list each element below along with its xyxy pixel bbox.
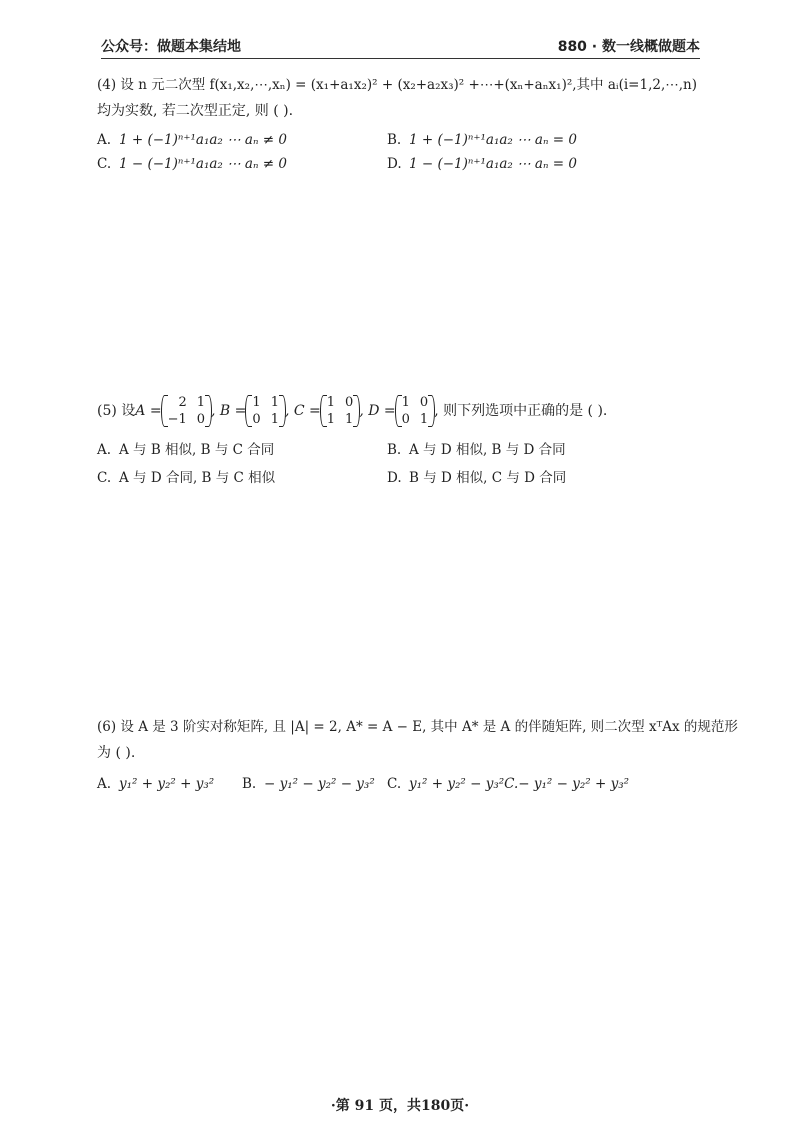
q5-prefix: (5) 设 — [97, 403, 136, 419]
q6-option-b[interactable]: B. − y₁² − y₂² − y₃² — [242, 776, 375, 792]
q5-option-c[interactable]: C. A 与 D 合同, B 与 C 相似 — [97, 470, 276, 486]
q5-suffix: , 则下列选项中正确的是 ( ). — [434, 403, 608, 419]
q5-option-a[interactable]: A. A 与 B 相似, B 与 C 合同 — [97, 442, 275, 458]
q4-option-c[interactable]: C. 1 − (−1)ⁿ⁺¹a₁a₂ ⋯ aₙ ≠ 0 — [97, 156, 287, 172]
question-5 — [97, 394, 707, 486]
q4-option-a[interactable]: A. 1 + (−1)ⁿ⁺¹a₁a₂ ⋯ aₙ ≠ 0 — [97, 132, 287, 148]
q5-stem — [97, 394, 707, 428]
q4-option-d[interactable]: D. 1 − (−1)ⁿ⁺¹a₁a₂ ⋯ aₙ = 0 — [387, 156, 577, 172]
header-left: 公众号：做题本集结地 — [101, 39, 241, 55]
q5-matrix-b: 1 1 0 1 — [246, 394, 285, 428]
q6-stem — [97, 714, 738, 766]
q5-options — [97, 438, 707, 486]
q5-matrix-a: 2 1 −1 0 — [162, 394, 211, 428]
q4-stem-line2: 均为实数, 若二次型正定, 则 ( ). — [97, 103, 294, 119]
q4-stem — [97, 72, 707, 124]
q5-option-b[interactable]: B. A 与 D 相似, B 与 D 合同 — [387, 442, 566, 458]
question-4 — [97, 72, 707, 172]
q4-stem-line1: (4) 设 n 元二次型 f(x₁,x₂,⋯,xₙ) = (x₁+a₁x₂)² + (x₂+a₂x₃)² +⋯+(xₙ+aₙx₁)²,其中 aᵢ(i=1,2,⋯,n) — [97, 77, 698, 93]
q6-stem-line1: (6) 设 A 是 3 阶实对称矩阵, 且 |A| = 2, A* = A − E, 其中 A* 是 A 的伴随矩阵, 则二次型 xᵀAx 的规范形 — [97, 719, 738, 735]
q5-option-d[interactable]: D. B 与 D 相似, C 与 D 合同 — [387, 470, 567, 486]
q6-option-c[interactable]: C. y₁² + y₂² − y₃²C.− y₁² − y₂² + y₃² — [387, 776, 630, 792]
q4-options — [97, 132, 707, 172]
q5-matrix-c-name: , C = — [284, 403, 321, 419]
page-header — [101, 34, 700, 59]
header-right: 880 · 数一线概做题本 — [557, 39, 700, 55]
q6-option-a[interactable]: A. y₁² + y₂² + y₃² — [97, 776, 215, 792]
q4-option-b[interactable]: B. 1 + (−1)ⁿ⁺¹a₁a₂ ⋯ aₙ = 0 — [387, 132, 577, 148]
q5-matrix-d-name: , D = — [359, 403, 396, 419]
q5-matrix-a-name: A = — [135, 403, 162, 419]
q6-stem-line2: 为 ( ). — [97, 745, 136, 761]
page-footer: ·第 91 页，共180页· — [330, 1098, 470, 1114]
q5-matrix-c: 1 0 1 1 — [321, 394, 360, 428]
question-6 — [97, 714, 738, 792]
q5-matrix-b-name: , B = — [211, 403, 247, 419]
q5-matrix-d: 1 0 0 1 — [396, 394, 435, 428]
q6-options — [97, 776, 707, 792]
